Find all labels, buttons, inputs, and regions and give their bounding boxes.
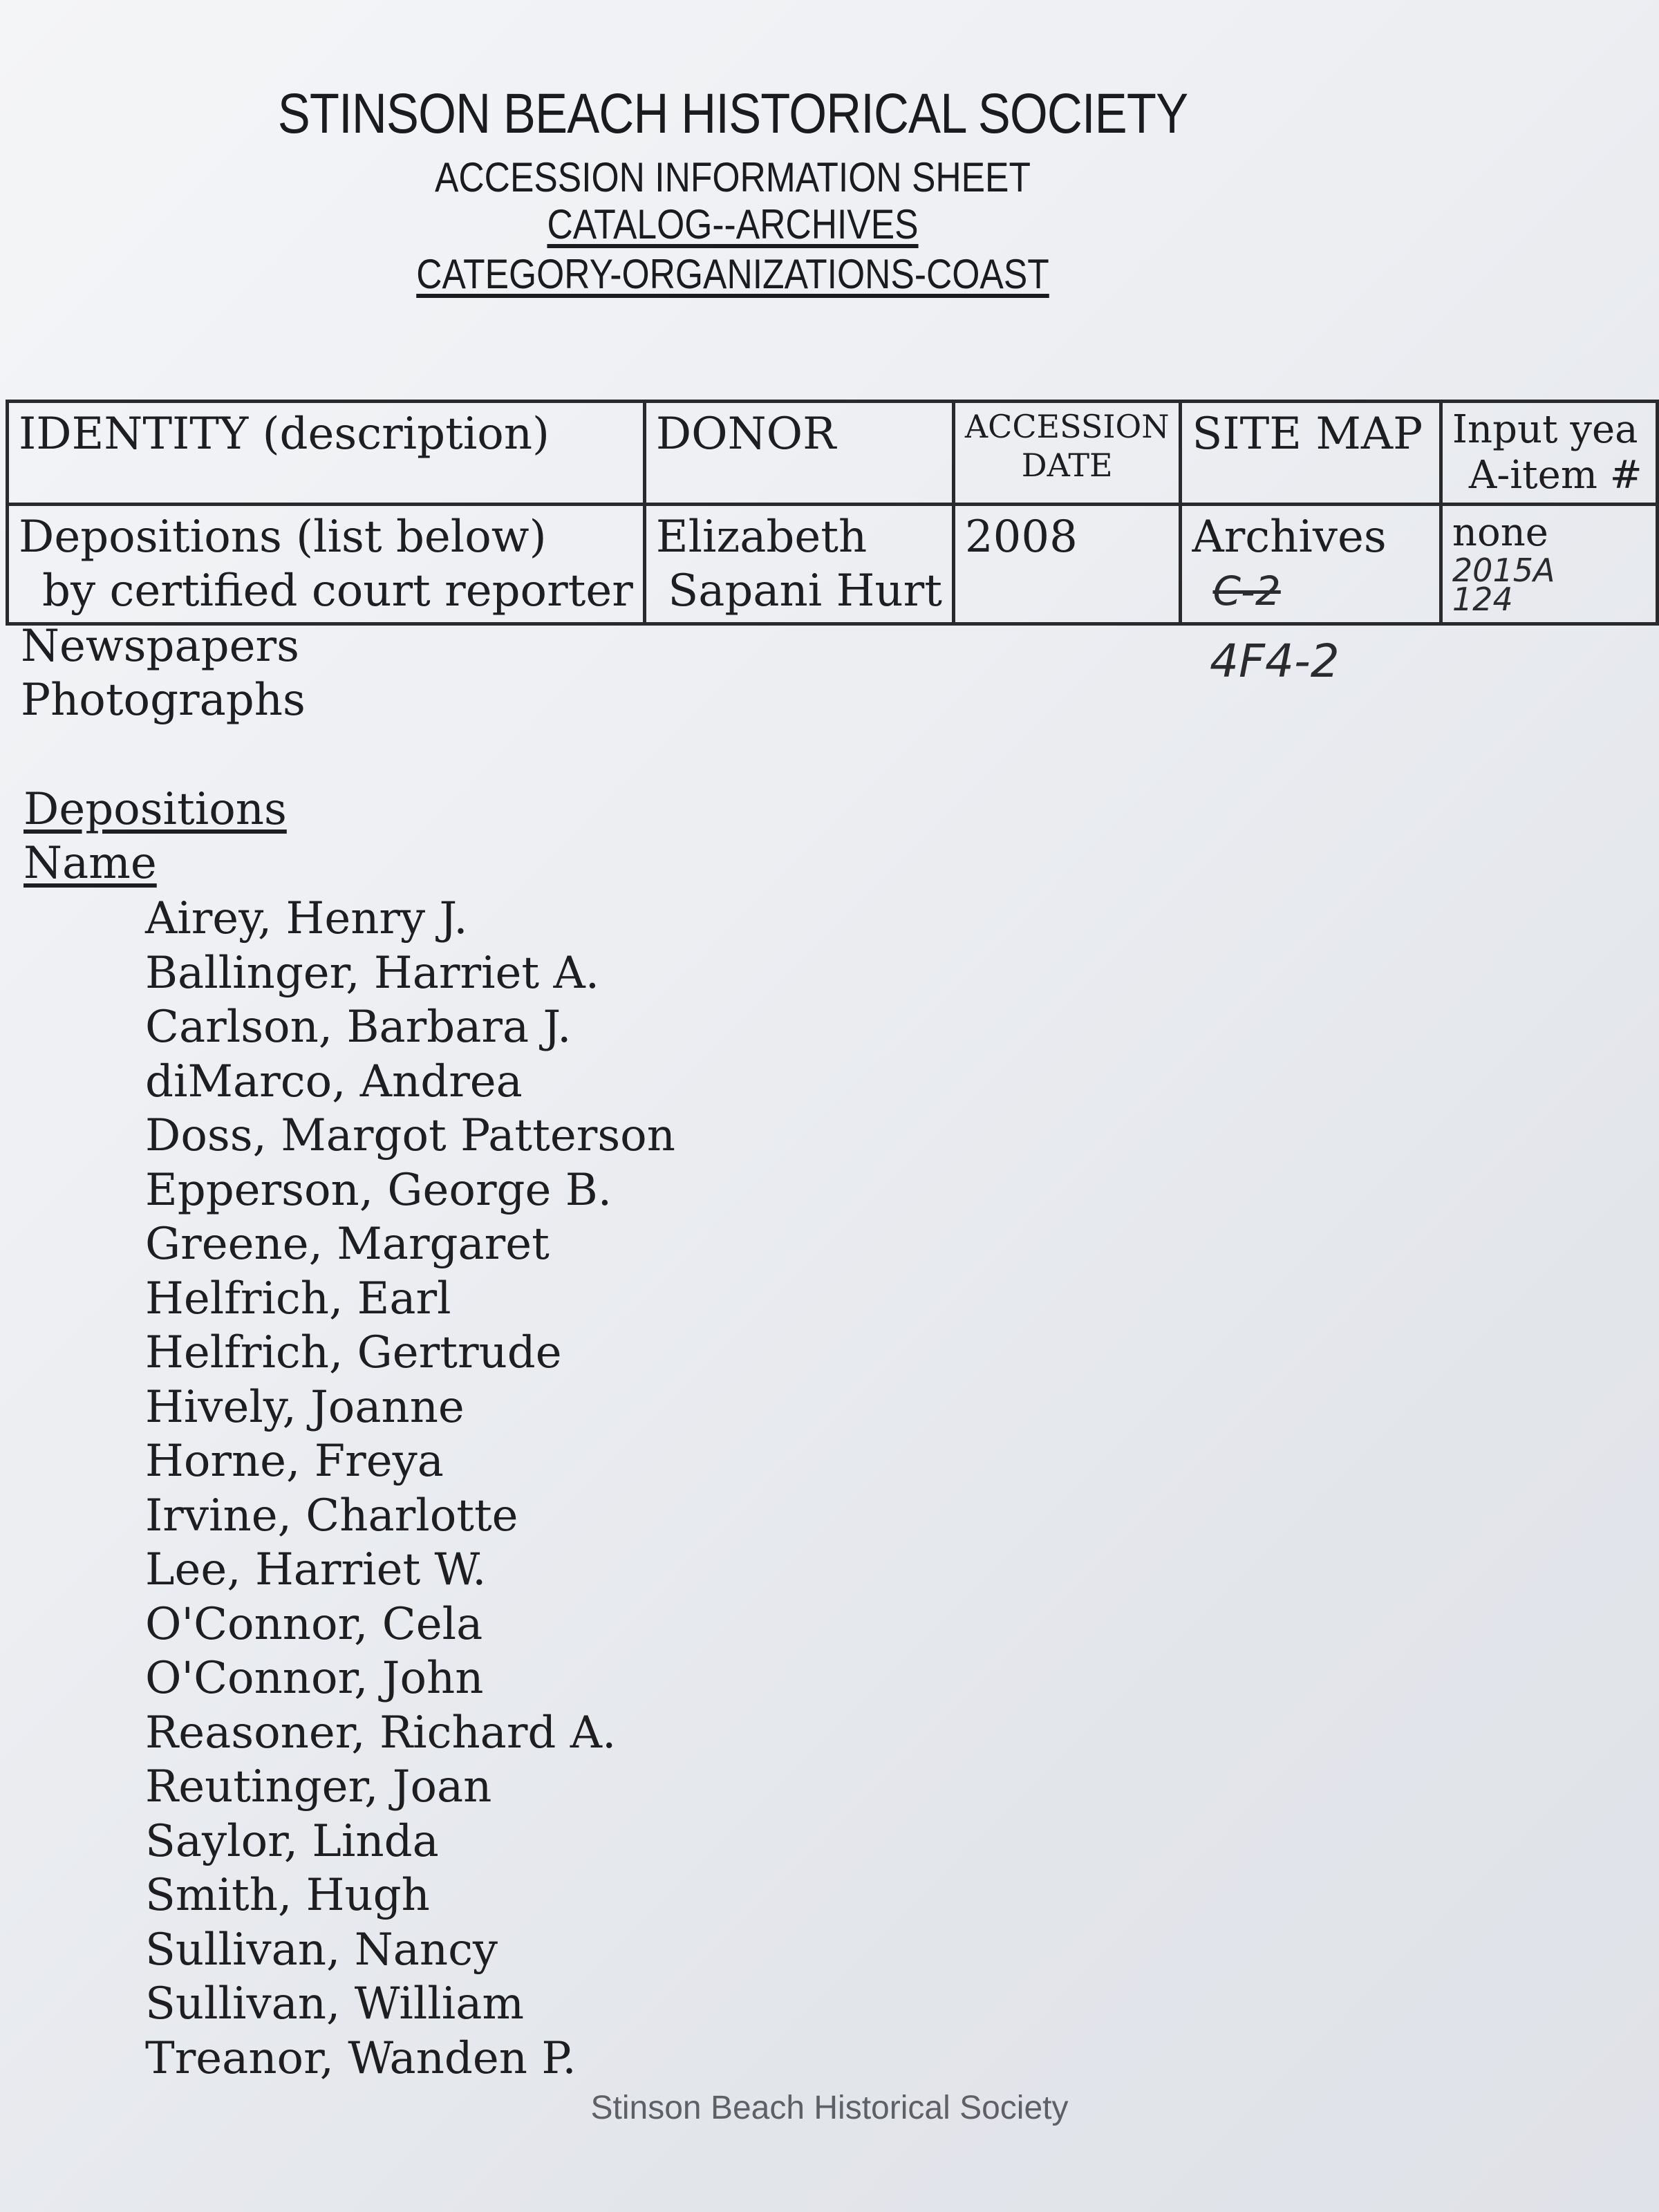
header-input-line2: A-item #: [1468, 453, 1642, 498]
name-column-label: Name: [24, 838, 157, 889]
header-input-line1: Input yea: [1452, 407, 1638, 452]
list-item: Epperson, George B.: [145, 1164, 612, 1216]
list-item: Helfrich, Gertrude: [145, 1327, 562, 1378]
list-item: O'Connor, Cela: [145, 1598, 483, 1650]
identity-line1: Depositions (list below): [19, 512, 547, 563]
list-item: Reutinger, Joan: [145, 1761, 492, 1812]
donor-line1: Elizabeth: [655, 512, 868, 563]
header-identity: IDENTITY (description): [8, 402, 645, 505]
list-item: Carlson, Barbara J.: [145, 1002, 572, 1053]
watermark: Stinson Beach Historical Society: [590, 2090, 1069, 2126]
input-line1: none: [1452, 510, 1548, 555]
media-photographs: Photographs: [21, 675, 306, 726]
list-item: Lee, Harriet W.: [145, 1544, 487, 1595]
list-item: Ballinger, Harriet A.: [145, 947, 600, 999]
cell-input-year: [1441, 505, 1657, 624]
list-item: Airey, Henry J.: [145, 893, 468, 944]
cell-donor: [644, 505, 953, 624]
catalog-heading: CATALOG--ARCHIVES: [547, 201, 919, 247]
accession-table: [6, 400, 1659, 626]
org-title: STINSON BEACH HISTORICAL SOCIETY: [277, 82, 1188, 145]
site-line2: C-2: [1212, 568, 1281, 615]
list-item: Irvine, Charlotte: [145, 1490, 518, 1541]
cell-site-map: [1181, 505, 1441, 624]
input-line2: 2015A: [1452, 552, 1555, 589]
list-item: Sullivan, William: [145, 1978, 525, 2030]
header-site-map: SITE MAP: [1181, 402, 1441, 505]
depositions-heading: Depositions: [24, 784, 287, 835]
list-item: Helfrich, Earl: [145, 1273, 451, 1324]
depositions-name-list: [145, 892, 675, 2086]
header-donor: DONOR: [644, 402, 953, 505]
list-item: Treanor, Wanden P.: [145, 2032, 577, 2084]
list-item: Doss, Margot Patterson: [145, 1110, 675, 1161]
header-accession-line2: DATE: [1021, 447, 1113, 484]
list-item: O'Connor, John: [145, 1653, 484, 1704]
site-line1: Archives: [1192, 512, 1387, 563]
input-line3: 124: [1452, 581, 1513, 618]
media-newspapers: Newspapers: [21, 621, 299, 672]
header-input-year: [1441, 402, 1657, 505]
list-item: Reasoner, Richard A.: [145, 1707, 617, 1759]
list-item: Greene, Margaret: [145, 1219, 550, 1270]
category-heading: CATEGORY-ORGANIZATIONS-COAST: [416, 251, 1049, 297]
list-item: diMarco, Andrea: [145, 1056, 523, 1107]
header-accession-line1: ACCESSION: [964, 408, 1170, 445]
handwritten-location-note: 4F4-2: [1210, 635, 1340, 688]
donor-line2: Sapani Hurt: [668, 565, 942, 617]
table-header-row: [8, 402, 1658, 505]
cell-identity: [8, 505, 645, 624]
list-item: Smith, Hugh: [145, 1870, 430, 1921]
cell-accession-date: 2008: [953, 505, 1181, 624]
table-row: [8, 505, 1658, 624]
sheet-title: ACCESSION INFORMATION SHEET: [435, 154, 1031, 200]
identity-line2: by certified court reporter: [42, 565, 633, 617]
list-item: Sullivan, Nancy: [145, 1924, 498, 1976]
list-item: Horne, Freya: [145, 1436, 444, 1487]
header-accession-date: [953, 402, 1181, 505]
list-item: Saylor, Linda: [145, 1815, 439, 1867]
list-item: Hively, Joanne: [145, 1381, 465, 1433]
